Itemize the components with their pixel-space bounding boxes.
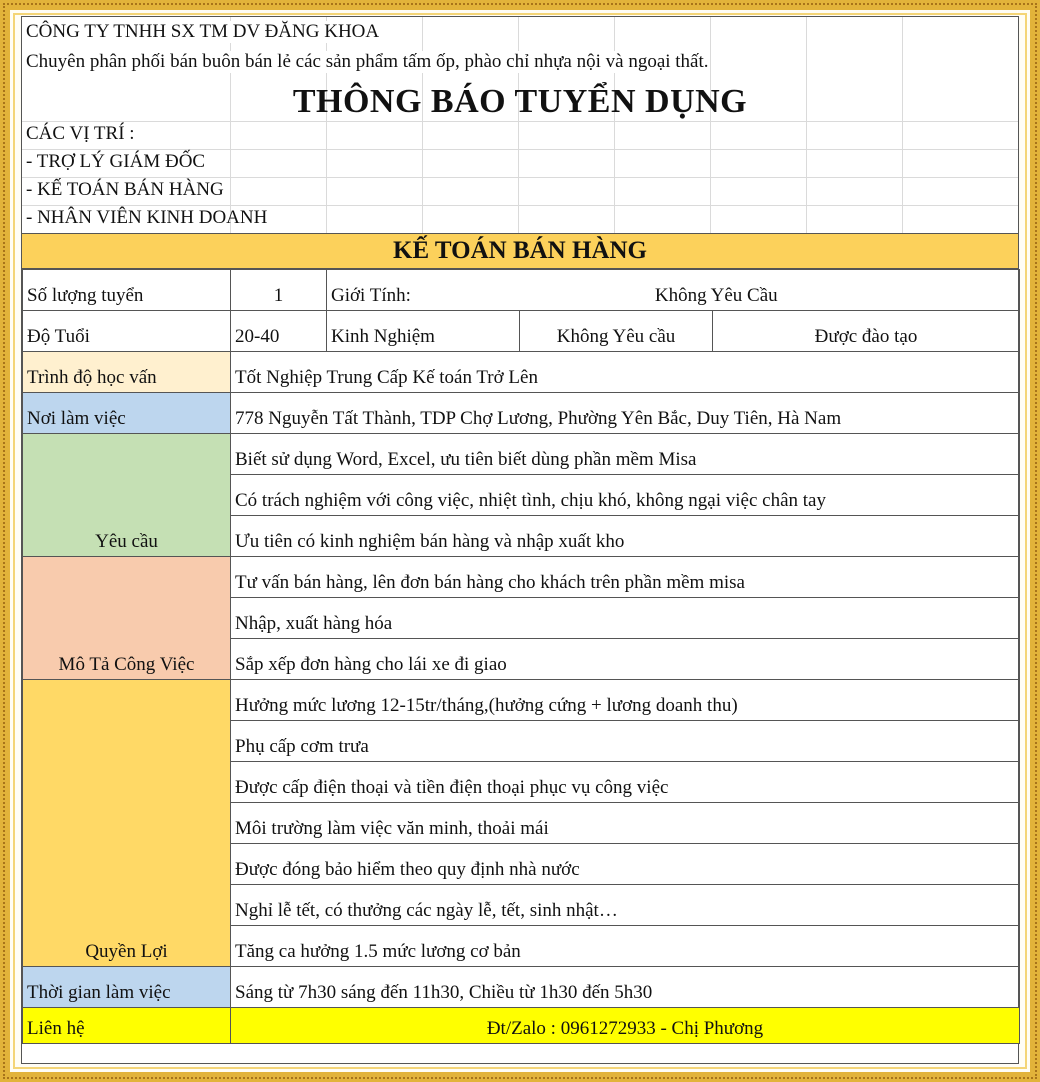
company-tagline: Chuyên phân phối bán buôn bán lẻ các sản phẩm tấm ốp, phào chỉ nhựa nội và ngoại thất. bbox=[26, 51, 709, 72]
quantity-value: 1 bbox=[231, 270, 327, 311]
table-row bbox=[23, 352, 1020, 393]
table-row bbox=[23, 434, 1020, 475]
contact-label: Liên hệ bbox=[23, 1008, 231, 1044]
position-item: - NHÂN VIÊN KINH DOANH bbox=[26, 207, 268, 228]
page-title: THÔNG BÁO TUYỂN DỤNG bbox=[292, 83, 748, 120]
requirements-label: Yêu cầu bbox=[23, 434, 231, 557]
gender-label: Giới Tính: bbox=[327, 270, 520, 311]
experience-value: Không Yêu cầu bbox=[520, 311, 713, 352]
table-row bbox=[23, 1008, 1020, 1044]
positions-label: CÁC VỊ TRÍ : bbox=[26, 123, 135, 144]
table-row bbox=[23, 393, 1020, 434]
table-row bbox=[23, 680, 1020, 721]
benefit-item: Tăng ca hưởng 1.5 mức lương cơ bản bbox=[231, 926, 1020, 967]
working-hours-label: Thời gian làm việc bbox=[23, 967, 231, 1008]
section-title: KẾ TOÁN BÁN HÀNG bbox=[22, 233, 1018, 269]
contact-value: Đt/Zalo : 0961272933 - Chị Phương bbox=[231, 1008, 1020, 1044]
table-row bbox=[23, 270, 1020, 311]
workplace-label: Nơi làm việc bbox=[23, 393, 231, 434]
table-row bbox=[23, 967, 1020, 1008]
benefits-label: Quyền Lợi bbox=[23, 680, 231, 967]
workplace-value: 778 Nguyễn Tất Thành, TDP Chợ Lương, Phường Yên Bắc, Duy Tiên, Hà Nam bbox=[231, 393, 1020, 434]
education-value: Tốt Nghiệp Trung Cấp Kế toán Trở Lên bbox=[231, 352, 1020, 393]
table-row bbox=[23, 311, 1020, 352]
quantity-label: Số lượng tuyển bbox=[23, 270, 231, 311]
education-label: Trình độ học vấn bbox=[23, 352, 231, 393]
requirement-item: Ưu tiên có kinh nghiệm bán hàng và nhập xuất kho bbox=[231, 516, 1020, 557]
recruitment-sheet bbox=[21, 16, 1019, 1064]
age-label: Độ Tuổi bbox=[23, 311, 231, 352]
experience-label: Kinh Nghiệm bbox=[327, 311, 520, 352]
benefit-item: Môi trường làm việc văn minh, thoải mái bbox=[231, 803, 1020, 844]
position-item: - KẾ TOÁN BÁN HÀNG bbox=[26, 179, 224, 200]
benefit-item: Phụ cấp cơm trưa bbox=[231, 721, 1020, 762]
benefit-item: Nghỉ lễ tết, có thưởng các ngày lễ, tết, sinh nhật… bbox=[231, 885, 1020, 926]
gender-value: Không Yêu Cầu bbox=[520, 270, 1020, 311]
benefit-item: Được đóng bảo hiểm theo quy định nhà nước bbox=[231, 844, 1020, 885]
job-description-label: Mô Tả Công Việc bbox=[23, 557, 231, 680]
job-description-item: Sắp xếp đơn hàng cho lái xe đi giao bbox=[231, 639, 1020, 680]
job-description-item: Tư vấn bán hàng, lên đơn bán hàng cho khách trên phần mềm misa bbox=[231, 557, 1020, 598]
requirement-item: Biết sử dụng Word, Excel, ưu tiên biết dùng phần mềm Misa bbox=[231, 434, 1020, 475]
position-item: - TRỢ LÝ GIÁM ĐỐC bbox=[26, 151, 206, 172]
benefit-item: Hưởng mức lương 12-15tr/tháng,(hưởng cứng + lương doanh thu) bbox=[231, 680, 1020, 721]
working-hours-value: Sáng từ 7h30 sáng đến 11h30, Chiều từ 1h30 đến 5h30 bbox=[231, 967, 1020, 1008]
job-details-table bbox=[22, 269, 1020, 1044]
job-description-item: Nhập, xuất hàng hóa bbox=[231, 598, 1020, 639]
training-value: Được đào tạo bbox=[713, 311, 1020, 352]
age-value: 20-40 bbox=[231, 311, 327, 352]
requirement-item: Có trách nghiệm với công việc, nhiệt tình, chịu khó, không ngại việc chân tay bbox=[231, 475, 1020, 516]
table-row bbox=[23, 557, 1020, 598]
company-name: CÔNG TY TNHH SX TM DV ĐĂNG KHOA bbox=[26, 21, 380, 42]
benefit-item: Được cấp điện thoại và tiền điện thoại phục vụ công việc bbox=[231, 762, 1020, 803]
